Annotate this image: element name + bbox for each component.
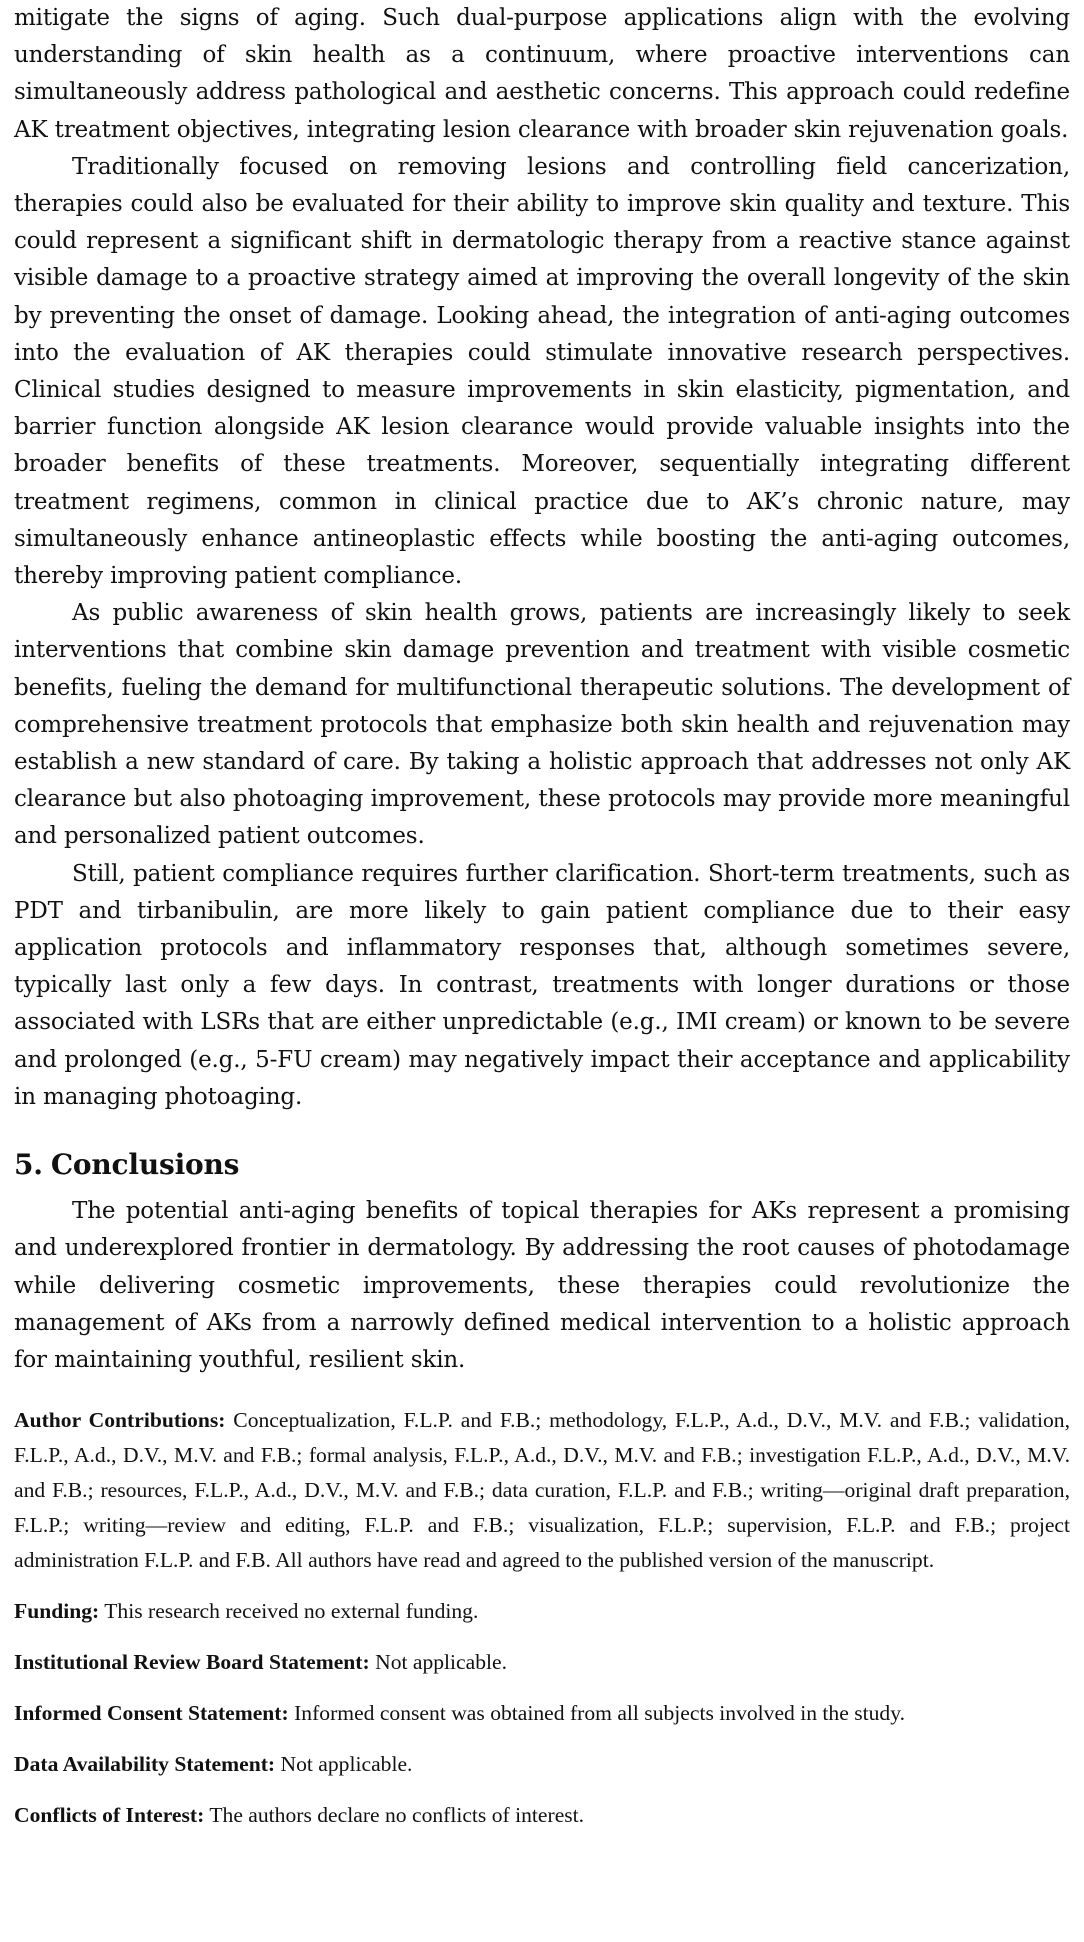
section-number: 5.: [14, 1148, 43, 1182]
conflicts-of-interest-statement: [14, 1798, 1070, 1833]
statement-label: Institutional Review Board Statement:: [14, 1650, 370, 1675]
statement-label: Author Contributions:: [14, 1408, 226, 1433]
statement-label: Data Availability Statement:: [14, 1752, 276, 1777]
data-availability-statement: [14, 1747, 1070, 1782]
back-matter: [14, 1403, 1070, 1833]
statement-text: Not applicable.: [280, 1752, 413, 1777]
statement-text: This research received no external funding.: [104, 1599, 479, 1624]
conclusions-paragraph: The potential anti-aging benefits of topical therapies for AKs represent a promising and underexplored frontier in dermatology. By addressing the root causes of photodamage while delivering cosmetic improvements, these therapies could revolutionize the management of AKs from a narrowly defined medical intervention to a holistic approach for maintaining youthful, resilient skin.: [14, 1198, 1070, 1373]
statement-text: Informed consent was obtained from all subjects involved in the study.: [294, 1701, 905, 1726]
statement-label: Funding:: [14, 1599, 100, 1624]
statement-label: Conflicts of Interest:: [14, 1803, 205, 1828]
statement-text: Conceptualization, F.L.P. and F.B.; methodology, F.L.P., A.d., D.V., M.V. and F.B.; validation, F.L.P., A.d., D.V., M.V. and F.B.; formal analysis, F.L.P., A.d., D.V., M.V. and F.B.; investigation F.L.P., A.d., D.V., M.V. and F.B.; resources, F.L.P., A.d., D.V., M.V. and F.B.; data curation, F.L.P. and F.B.; writing—original draft preparation, F.L.P.; writing—review and editing, F.L.P. and F.B.; visualization, F.L.P.; supervision, F.L.P. and F.B.; project administration F.L.P. and F.B. All authors have read and agreed to the published version of the manuscript.: [14, 1408, 1070, 1573]
section-heading: [14, 1147, 1070, 1183]
document-page: [14, 0, 1070, 1849]
statement-text: The authors declare no conflicts of interest.: [209, 1803, 585, 1828]
informed-consent-statement: [14, 1696, 1070, 1731]
body-paragraph: Still, patient compliance requires further clarification. Short-term treatments, such as PDT and tirbanibulin, are more likely to gain patient compliance due to their easy application protocols and inflammatory responses that, although sometimes severe, typically last only a few days. In contrast, treatments with longer durations or those associated with LSRs that are either unpredictable (e.g., IMI cream) or known to be severe and prolonged (e.g., 5-FU cream) may negatively impact their acceptance and applicability in managing photoaging.: [14, 860, 1070, 1110]
body-paragraph: As public awareness of skin health grows, patients are increasingly likely to seek interventions that combine skin damage prevention and treatment with visible cosmetic benefits, fueling the demand for multifunctional therapeutic solutions. The development of comprehensive treatment protocols that emphasize both skin health and rejuvenation may establish a new standard of care. By taking a holistic approach that addresses not only AK clearance but also photoaging improvement, these protocols may provide more meaningful and personalized patient outcomes.: [14, 600, 1070, 850]
body-paragraph: Traditionally focused on removing lesions and controlling field cancerization, therapies could also be evaluated for their ability to improve skin quality and texture. This could represent a significant shift in dermatologic therapy from a reactive stance against visible damage to a proactive strategy aimed at improving the overall longevity of the skin by preventing the onset of damage. Looking ahead, the integration of anti-aging outcomes into the evaluation of AK therapies could stimulate innovative research perspectives. Clinical studies designed to measure improvements in skin elasticity, pigmentation, and barrier function alongside AK lesion clearance would provide valuable insights into the broader benefits of these treatments. Moreover, sequentially integrating different treatment regimens, common in clinical practice due to AK’s chronic nature, may simultaneously enhance antineoplastic effects while boosting the anti-aging outcomes, thereby improving patient compliance.: [14, 153, 1070, 590]
author-contributions-statement: [14, 1403, 1070, 1578]
funding-statement: [14, 1594, 1070, 1629]
body-paragraph: mitigate the signs of aging. Such dual-purpose applications align with the evolving understanding of skin health as a continuum, where proactive interventions can simultaneously address pathological and aesthetic concerns. This approach could redefine AK treatment objectives, integrating lesion clearance with broader skin rejuvenation goals.: [14, 5, 1070, 143]
statement-text: Not applicable.: [375, 1650, 508, 1675]
statement-label: Informed Consent Statement:: [14, 1701, 289, 1726]
section-title: Conclusions: [50, 1148, 240, 1182]
irb-statement: [14, 1645, 1070, 1680]
